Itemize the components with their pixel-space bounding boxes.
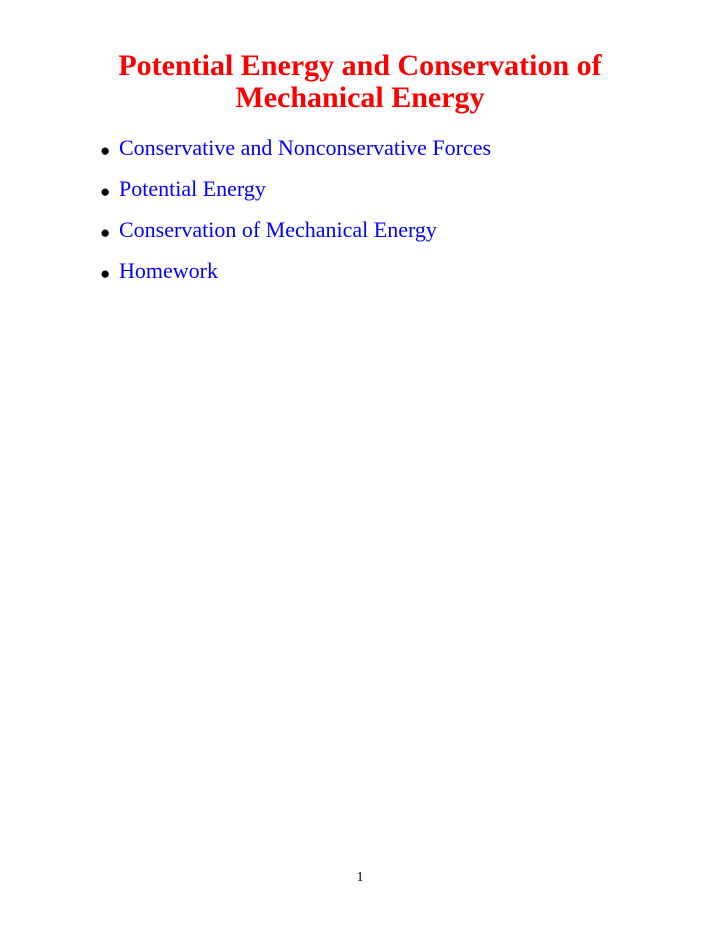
page-title-line-2: Mechanical Energy: [235, 81, 485, 114]
bullet-icon: ●: [100, 264, 111, 283]
list-item: [100, 215, 491, 256]
link-conservation-mechanical-energy[interactable]: Conservation of Mechanical Energy: [119, 217, 437, 242]
page-title-line-1: Potential Energy and Conservation of: [118, 49, 602, 82]
list-item: [100, 256, 491, 297]
link-potential-energy[interactable]: Potential Energy: [119, 176, 266, 201]
bullet-icon: ●: [100, 223, 111, 242]
list-item: [100, 133, 491, 174]
link-conservative-nonconservative-forces[interactable]: Conservative and Nonconservative Forces: [119, 135, 492, 160]
topic-list: [100, 133, 491, 297]
list-item: [100, 174, 491, 215]
bullet-icon: ●: [100, 182, 111, 201]
link-homework[interactable]: Homework: [119, 258, 218, 283]
page-number: 1: [356, 870, 364, 885]
bullet-icon: ●: [100, 141, 111, 160]
page-title: [0, 50, 720, 114]
